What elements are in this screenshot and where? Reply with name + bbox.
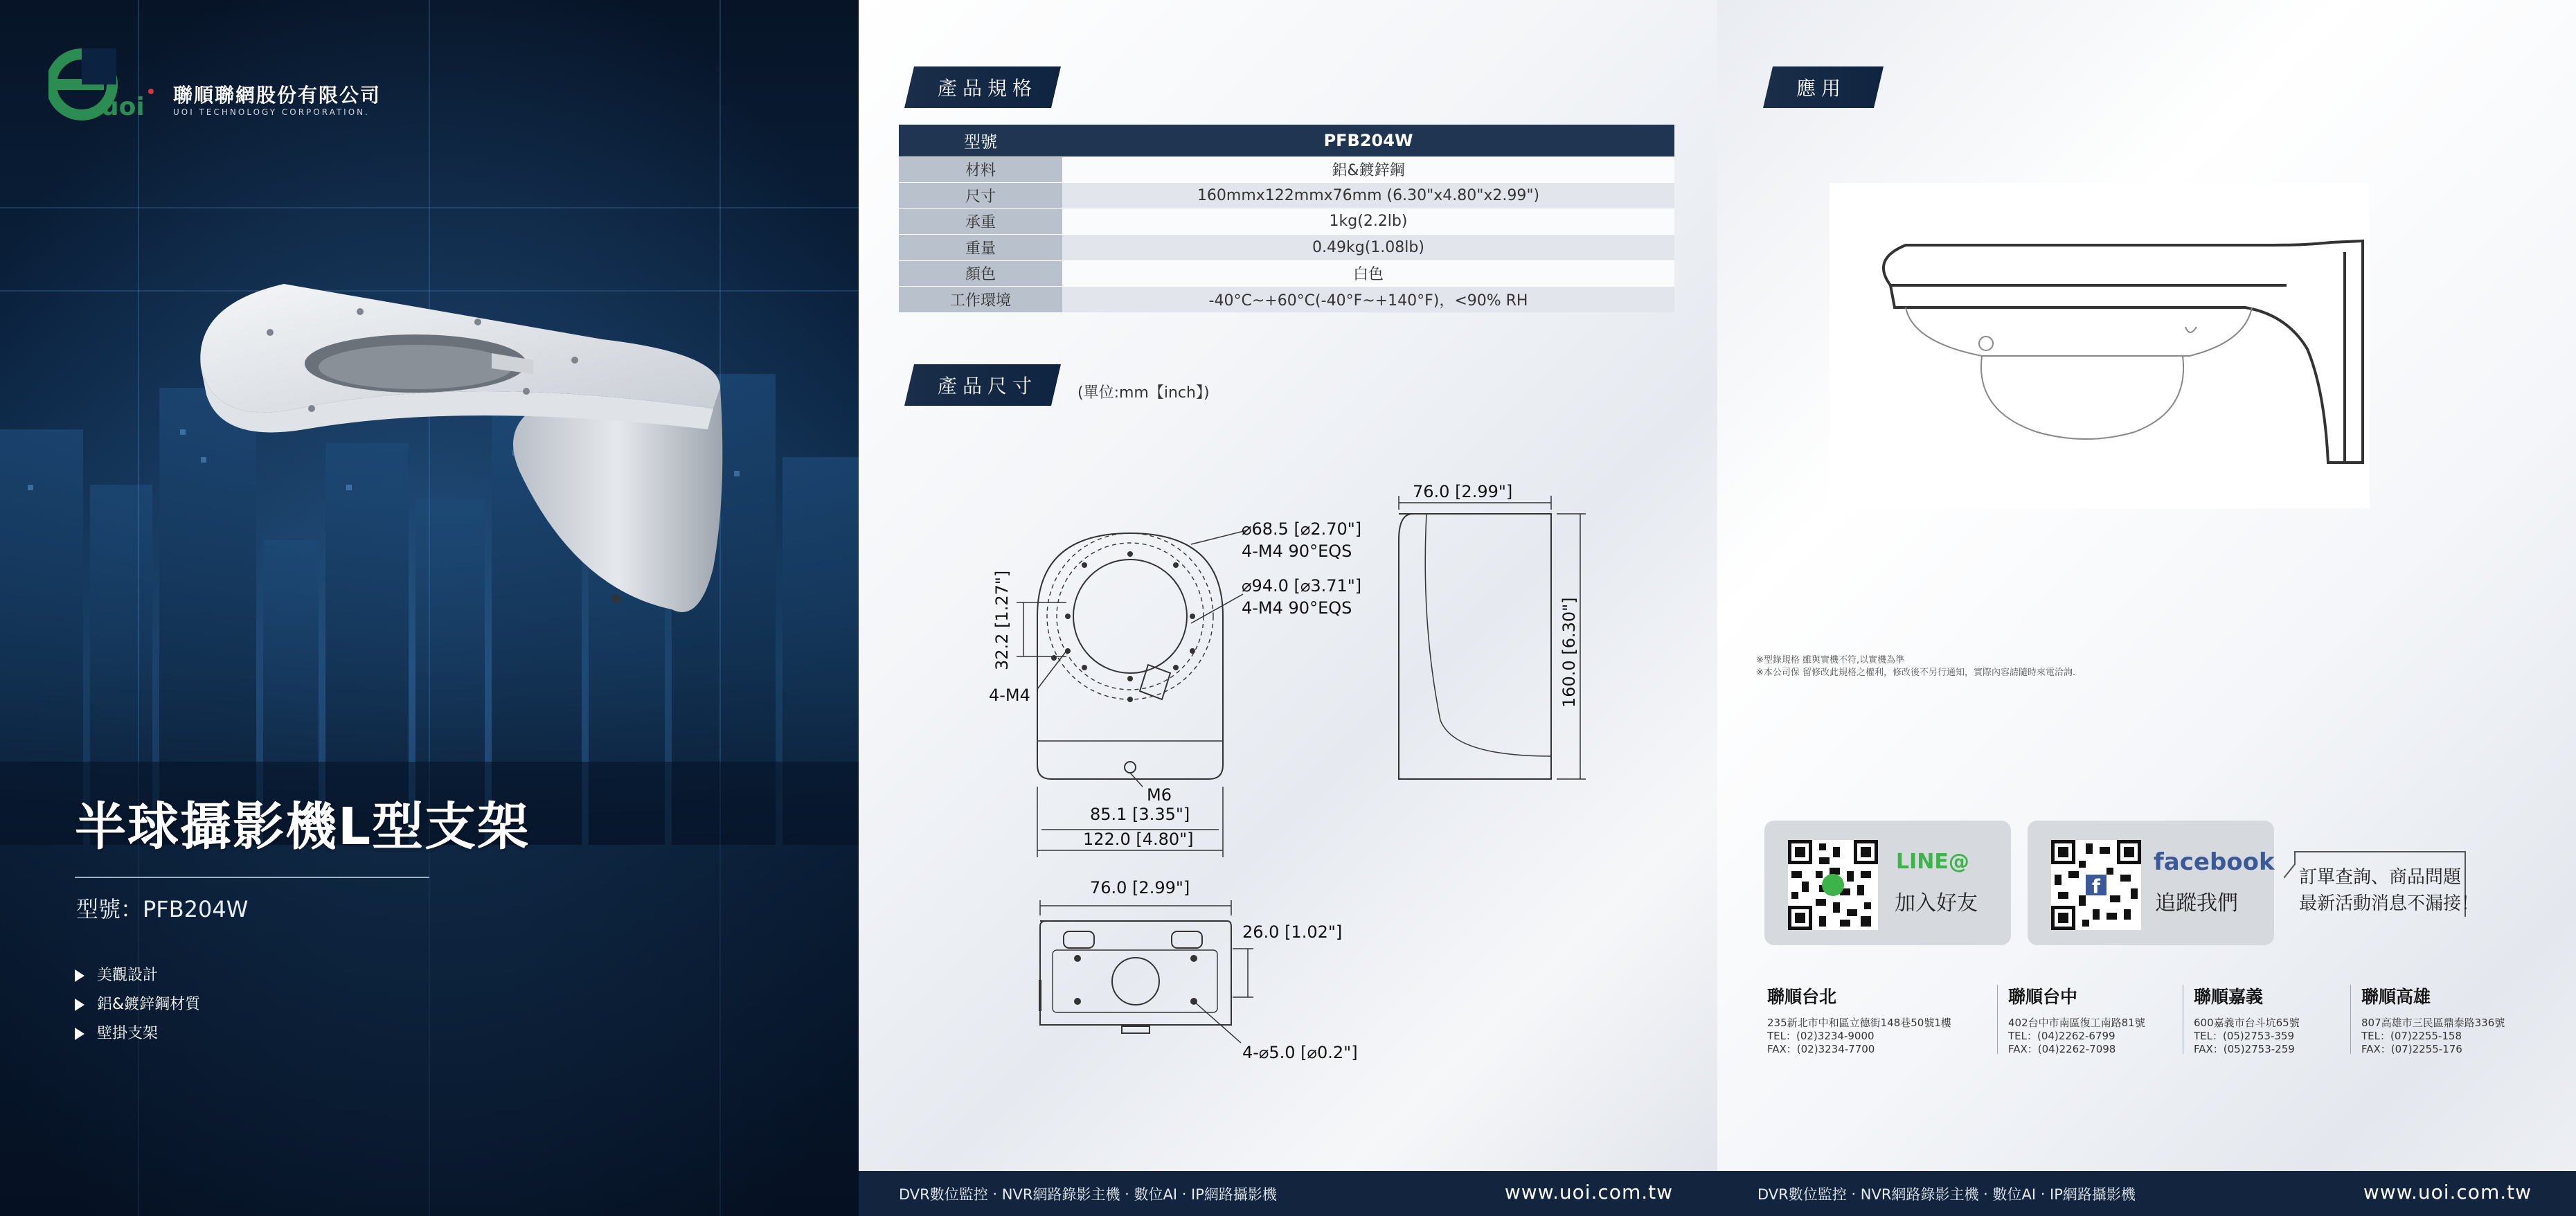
dimension-drawings (859, 0, 1717, 1171)
feature-list (75, 961, 200, 1048)
line-qr-code[interactable] (1788, 840, 1878, 930)
table-row: 顏色 白色 (899, 260, 1674, 287)
facebook-qr-code[interactable] (2051, 840, 2141, 930)
branch-taichung: 聯順台中 402台中市南區復工南路81號 TEL：(04)2262-6799 FAX：(04)2262-7098 (2008, 987, 2145, 1055)
branch-chiayi: 聯順嘉義 600嘉義市台斗坑65號 TEL：(05)2753-359 FAX：(05)2753-259 (2194, 987, 2300, 1055)
facebook-brand: facebook (2154, 848, 2275, 876)
branch-taipei: 聯順台北 235新北市中和區立德街148巷50號1樓 TEL：(02)3234-9000 FAX：(02)3234-7700 (1767, 987, 1951, 1055)
footer-url-link[interactable]: www.uoi.com.tw (2363, 1181, 2532, 1204)
disclaimer-note: ※本公司保 留修改此規格之權利，修改後不另行通知，實際內容請隨時來電洽詢. (1756, 668, 2076, 678)
section-title-dimensions: 產品尺寸 (938, 375, 1038, 397)
table-row: 尺寸 160mmx122mmx76mm (6.30"x4.80"x2.99") (899, 183, 1674, 209)
bracket-camera-line-drawing (1830, 183, 2370, 508)
bullet-triangle-icon (75, 999, 84, 1011)
side-view-drawing (1399, 514, 1551, 779)
feature-item: 壁掛支架 (75, 1019, 200, 1048)
line-add-friend[interactable]: 加入好友 (1895, 891, 1978, 915)
dim-label: 85.1 [3.35"] (1090, 805, 1190, 824)
section-title-application: 應用 (1796, 77, 1847, 100)
table-row: 材料 鋁&鍍鋅鋼 (899, 157, 1674, 183)
application-image (1830, 183, 2370, 508)
section-title-specs: 產品規格 (938, 77, 1038, 100)
dim-label: 26.0 [1.02"] (1242, 922, 1343, 942)
dim-label: 76.0 [2.99"] (1090, 878, 1190, 897)
uoi-logo (48, 48, 166, 125)
dim-label: ⌀68.5 [⌀2.70"] (1242, 519, 1362, 539)
bottom-view-drawing (1040, 921, 1231, 1033)
table-row: 承重 1kg(2.2lb) (899, 208, 1674, 235)
cover-panel (0, 0, 859, 1216)
footer-bar (1717, 1171, 2576, 1216)
section-tag-application (1763, 66, 1884, 108)
bullet-triangle-icon (75, 969, 84, 982)
bracket-product-image (187, 263, 727, 637)
line-qr-card[interactable] (1764, 821, 2011, 945)
spec-header-model: PFB204W (1062, 125, 1674, 157)
dim-label: ⌀94.0 [⌀3.71"] (1242, 576, 1362, 596)
cover-model: 型號：PFB204W (76, 896, 249, 922)
disclaimer-note: ※型錄規格 雖與實機不符,以實機為準 (1756, 655, 1905, 665)
side-view-dimensions (1399, 496, 1586, 779)
specs-panel (859, 0, 1717, 1216)
footer-products: DVR數位監控 ‧ NVR網路錄影主機 ‧ 數位AI ‧ IP網路攝影機 (899, 1186, 1277, 1203)
company-name-en: UOI TECHNOLOGY CORPORATION. (173, 107, 370, 117)
footer-url-link[interactable]: www.uoi.com.tw (1504, 1181, 1673, 1204)
dim-label: 32.2 [1.27"] (992, 570, 1012, 670)
dim-label: 76.0 [2.99"] (1413, 482, 1513, 501)
dim-label: 4-M4 (989, 686, 1030, 705)
cover-title: 半球攝影機L型支架 (75, 797, 530, 857)
unit-note: (單位:mm【inch】) (1077, 384, 1210, 402)
footer-products: DVR數位監控 ‧ NVR網路錄影主機 ‧ 數位AI ‧ IP網路攝影機 (1757, 1186, 2136, 1203)
facebook-qr-card[interactable] (2028, 821, 2274, 945)
dim-label: 160.0 [6.30"] (1559, 597, 1579, 708)
footer-bar (859, 1171, 1717, 1216)
dim-label: 4-M4 90°EQS (1242, 542, 1352, 561)
feature-item: 美觀設計 (75, 961, 200, 990)
cover-divider (75, 877, 429, 878)
table-row: 重量 0.49kg(1.08lb) (899, 235, 1674, 261)
branch-divider (1997, 985, 1998, 1054)
branch-kaohsiung: 聯順高雄 807高雄市三民區鼎泰路336號 TEL：(07)2255-158 FAX：(07)2255-176 (2361, 987, 2505, 1055)
spec-header-label: 型號 (899, 125, 1062, 157)
promo-line-2: 最新活動消息不漏接！ (2299, 893, 2480, 914)
application-panel (1717, 0, 2576, 1216)
dim-label: M6 (1147, 785, 1172, 805)
dim-label: 4-M4 90°EQS (1242, 598, 1352, 618)
dim-label: 4-⌀5.0 [⌀0.2"] (1242, 1043, 1358, 1062)
bullet-triangle-icon (75, 1028, 84, 1040)
table-row: 工作環境 -40°C~+60°C(-40°F~+140°F)，<90% RH (899, 287, 1674, 313)
feature-item: 鋁&鍍鋅鋼材質 (75, 990, 200, 1019)
line-brand: LINE@ (1896, 850, 1969, 874)
dim-label: 122.0 [4.80"] (1083, 830, 1194, 849)
logo-wordmark: uoi (101, 93, 145, 121)
facebook-follow[interactable]: 追蹤我們 (2155, 891, 2238, 915)
promo-line-1: 訂單查詢、商品問題 (2299, 867, 2462, 888)
company-name: 聯順聯網股份有限公司 (173, 84, 382, 107)
promo-callout (2284, 850, 2485, 920)
branch-divider (2350, 985, 2351, 1054)
svg-text:f: f (2092, 875, 2100, 898)
